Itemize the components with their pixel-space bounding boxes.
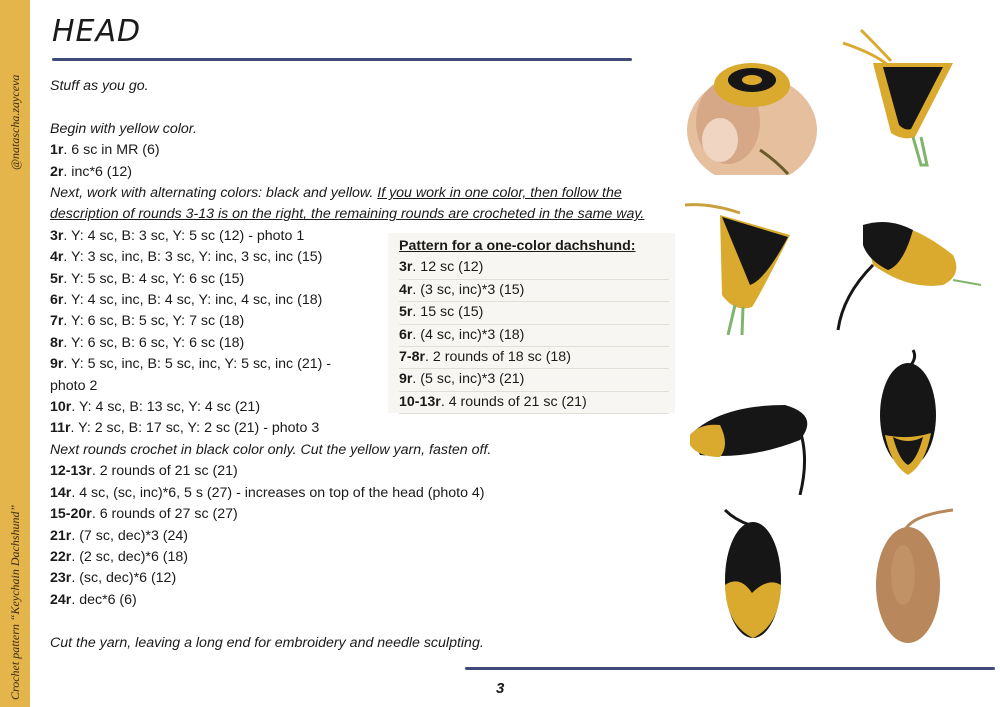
round-number: 11r [50, 420, 71, 437]
one-color-round-4r [399, 280, 669, 302]
round-instruction: . inc*6 (12) [63, 163, 133, 180]
round-instruction: . 15 sc (15) [412, 304, 484, 321]
photo-7 [680, 505, 825, 655]
round-number: 5r [50, 270, 64, 287]
round-instruction: . (3 sc, inc)*3 (15) [412, 281, 525, 298]
round-number: 6r [50, 292, 64, 309]
round-instruction: . 6 rounds of 27 sc (27) [91, 506, 238, 523]
page-number: 3 [496, 680, 505, 697]
photo-2 [833, 25, 983, 175]
round-1r [50, 140, 670, 161]
begin-note: Begin with yellow color. [50, 120, 197, 137]
round-instruction: . Y: 6 sc, B: 6 sc, Y: 6 sc (18) [63, 334, 245, 351]
round-instruction: . 4 sc, (sc, inc)*6, 5 s (27) - increases on top of the head (photo 4) [71, 484, 485, 501]
round-number: 14r [50, 484, 72, 501]
round-24r [50, 590, 670, 611]
pattern-title-vertical: Crochet pattern “Keychain Dachshund” [8, 504, 22, 700]
round-instruction: . 2 rounds of 18 sc (18) [425, 349, 571, 366]
black-only-note: Next rounds crochet in black color only. Cut the yellow yarn, fasten off. [50, 441, 492, 458]
one-color-round-3r [399, 257, 669, 279]
round-number: 1r [50, 142, 64, 159]
round-number: 5r [399, 304, 413, 321]
round-2r [50, 162, 670, 183]
round-instruction: . 12 sc (12) [412, 259, 484, 276]
round-number: 21r [50, 527, 72, 544]
rounds-block-d [50, 461, 670, 611]
round-instruction: . Y: 2 sc, B: 17 sc, Y: 2 sc (21) - photo 3 [70, 420, 320, 437]
round-number: 7r [50, 313, 64, 330]
round-instruction: . Y: 4 sc, B: 3 sc, Y: 5 sc (12) - photo 1 [63, 227, 305, 244]
round-instruction: . (7 sc, dec)*3 (24) [71, 527, 189, 544]
one-color-round-5r [399, 302, 669, 324]
photo-6 [833, 345, 983, 495]
footer-rule [465, 667, 995, 670]
round-instruction: . (5 sc, inc)*3 (21) [412, 371, 525, 388]
round-instruction: . (4 sc, inc)*3 (18) [412, 326, 525, 343]
round-instruction: . (sc, dec)*6 (12) [71, 570, 177, 587]
alternating-note-cont: description of rounds 3-13 is on the right, the remaining rounds are crocheted in the same way. [50, 206, 645, 223]
round-instruction: . dec*6 (6) [71, 591, 137, 608]
one-color-title: Pattern for a one-color dachshund: [399, 238, 636, 254]
photo-1 [680, 30, 825, 175]
round-11r [50, 418, 670, 439]
page-title: HEAD [52, 14, 142, 49]
round-15-20r [50, 504, 670, 525]
one-color-rounds [399, 257, 669, 414]
round-instruction: . 2 rounds of 21 sc (21) [91, 463, 238, 480]
round-number: 24r [50, 591, 72, 608]
round-instruction: . 4 rounds of 21 sc (21) [440, 393, 587, 410]
one-color-round-9r [399, 369, 669, 391]
author-handle: @natascha.zayceva [8, 74, 22, 170]
round-instruction: . 6 sc in MR (6) [63, 142, 160, 159]
round-number: 10r [50, 399, 72, 416]
one-color-round-10-13r [399, 392, 669, 414]
round-21r [50, 526, 670, 547]
round-number: 10-13r [399, 393, 441, 410]
photo2-continuation: photo 2 [50, 377, 98, 394]
one-color-round-6r [399, 325, 669, 347]
round-number: 22r [50, 548, 72, 565]
round-instruction: . Y: 5 sc, B: 4 sc, Y: 6 sc (15) [63, 270, 245, 287]
round-number: 23r [50, 570, 72, 587]
rounds-block-a [50, 140, 670, 183]
one-color-round-7-8r [399, 347, 669, 369]
closing-note: Cut the yarn, leaving a long end for embroidery and needle sculpting. [50, 634, 484, 651]
stuff-note: Stuff as you go. [50, 78, 149, 94]
photo-4 [833, 185, 983, 335]
round-number: 9r [50, 356, 64, 373]
title-underline [52, 58, 632, 61]
round-number: 3r [399, 259, 413, 276]
round-number: 12-13r [50, 463, 92, 480]
round-12-13r [50, 461, 670, 482]
round-number: 15-20r [50, 506, 92, 523]
round-number: 7-8r [399, 349, 426, 366]
round-number: 4r [399, 281, 413, 298]
round-number: 8r [50, 334, 64, 351]
round-number: 9r [399, 371, 413, 388]
round-23r [50, 568, 670, 589]
photo-5 [680, 345, 825, 495]
photo-3 [680, 185, 825, 335]
round-instruction: . Y: 5 sc, inc, B: 5 sc, inc, Y: 5 sc, inc (21) - [63, 356, 331, 373]
round-22r [50, 547, 670, 568]
round-instruction: . Y: 4 sc, B: 13 sc, Y: 4 sc (21) [71, 399, 261, 416]
round-instruction: . (2 sc, dec)*6 (18) [71, 548, 189, 565]
one-color-panel-content [399, 236, 669, 414]
round-instruction: . Y: 6 sc, B: 5 sc, Y: 7 sc (18) [63, 313, 245, 330]
round-number: 2r [50, 163, 64, 180]
round-instruction: . Y: 4 sc, inc, B: 4 sc, Y: inc, 4 sc, inc (18) [63, 292, 323, 309]
round-14r [50, 483, 670, 504]
round-instruction: . Y: 3 sc, inc, B: 3 sc, Y: inc, 3 sc, inc (15) [63, 249, 323, 266]
round-number: 4r [50, 249, 64, 266]
round-number: 6r [399, 326, 413, 343]
round-number: 3r [50, 227, 64, 244]
alternating-note: Next, work with alternating colors: black and yellow. If you work in one color, then follow the [50, 185, 622, 202]
photo-8 [833, 505, 983, 655]
